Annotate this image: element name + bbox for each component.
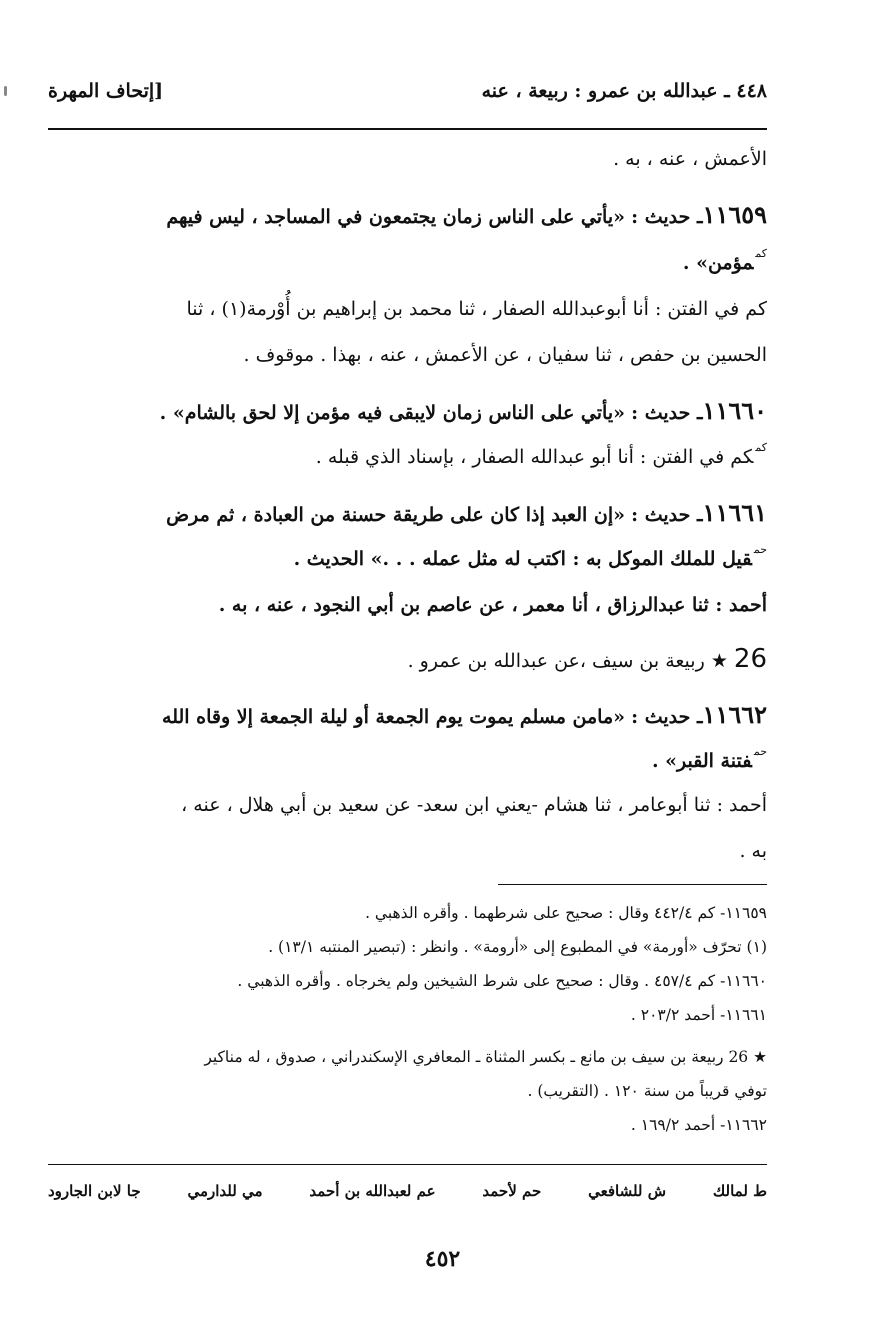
hadith-text: «يأتي على الناس زمان لايبقى فيه مؤمن إلا لحق بالشام» . [159, 402, 626, 424]
source-code: حم [753, 745, 767, 758]
hadith-number: ١١٦٥٩ [702, 200, 767, 229]
hadith-text: مؤمن» . [682, 252, 754, 274]
hadith-label: ـ حديث : [631, 402, 703, 424]
star-icon: ★ [710, 650, 728, 672]
footnote: ١١٦٦١- أحمد ٢٠٣/٢ . [630, 1006, 767, 1024]
hadith-entry-11661 [48, 494, 767, 534]
hadith-entry-11662 [48, 696, 767, 736]
footnote: توفي قريباً من سنة ١٢٠ . (التقريب) . [527, 1082, 767, 1100]
scan-mark [4, 86, 7, 96]
hadith-text: فتنة القبر» . [651, 750, 752, 772]
hadith-text-line [48, 540, 767, 581]
narrator-heading [48, 640, 767, 680]
source-code: حم [753, 543, 767, 556]
source-code: كم [755, 247, 767, 260]
header-chapter-title: ٤٤٨ ـ عبدالله بن عمرو : ربيعة ، عنه [481, 80, 767, 102]
source-line: كم في الفتن : أنا أبوعبدالله الصفار ، ثنا محمد بن إبراهيم بن أُوْرمة(١) ، ثنا [186, 298, 767, 320]
hadith-text-line [48, 742, 767, 783]
source-text: كم في الفتن : أنا أبو عبدالله الصفار ، بإسناد الذي قبله . [315, 446, 754, 468]
footnote-separator [498, 884, 767, 885]
hadith-number: ١١٦٦٠ [702, 396, 767, 425]
page-number: ٤٥٢ [424, 1246, 461, 1272]
footnote: ★ 26 ربيعة بن سيف بن مانع ـ بكسر المثناة ـ المعافري الإسكندراني ، صدوق ، له مناكير [204, 1048, 767, 1066]
footnote: ١١٦٥٩- كم ٤٤٢/٤ وقال : صحيح على شرطهما . وأقره الذهبي . [365, 904, 767, 922]
legend-item: ط لمالك [712, 1182, 767, 1200]
hadith-text: «يأتي على الناس زمان يجتمعون في المساجد ، ليس فيهم [166, 206, 626, 228]
narrator-number: 26 [733, 644, 767, 674]
source-line [48, 438, 767, 479]
source-line: الحسين بن حفص ، ثنا سفيان ، عن الأعمش ، عنه ، بهذا . موقوف . [243, 344, 767, 366]
hadith-number: ١١٦٦١ [702, 498, 767, 527]
hadith-text-line [48, 244, 767, 285]
hadith-label: ـ حديث : [631, 706, 703, 728]
footnote: ١١٦٦٠- كم ٤٥٧/٤ . وقال : صحيح على شرط الشيخين ولم يخرجاه . وأقره الذهبي . [237, 972, 767, 990]
source-line: أحمد : ثنا أبوعامر ، ثنا هشام -يعني ابن سعد- عن سعيد بن أبي هلال ، عنه ، [181, 794, 767, 816]
legend-item: عم لعبدالله بن أحمد [309, 1182, 436, 1200]
legend-item: مي للدارمي [187, 1182, 263, 1200]
abbreviation-legend [48, 1182, 767, 1200]
legend-item: ش للشافعي [588, 1182, 667, 1200]
header-rule [48, 128, 767, 130]
hadith-entry-11660 [48, 392, 767, 432]
hadith-text: قيل للملك الموكل به : اكتب له مثل عمله . . .» الحديث . [293, 548, 752, 570]
text-line: الأعمش ، عنه ، به . [613, 148, 767, 170]
source-line: به . [739, 840, 767, 862]
hadith-text: «مامن مسلم يموت يوم الجمعة أو ليلة الجمعة إلا وقاه الله [162, 706, 626, 728]
legend-item: جا لابن الجارود [48, 1182, 141, 1200]
hadith-label: ـ حديث : [631, 206, 703, 228]
legend-rule [48, 1164, 767, 1165]
footnote: (١) تحرّف «أورمة» في المطبوع إلى «أرومة» . وانظر : (تبصير المنتبه ١٣/١) . [268, 938, 767, 956]
running-header [48, 80, 767, 120]
hadith-label: ـ حديث : [631, 504, 703, 526]
hadith-number: ١١٦٦٢ [702, 700, 767, 729]
footnote: ١١٦٦٢- أحمد ١٦٩/٢ . [630, 1116, 767, 1134]
narrator-text: ربيعة بن سيف ،عن عبدالله بن عمرو . [407, 650, 705, 672]
header-book-title: [إتحاف المهرة [48, 80, 164, 102]
hadith-text: «إن العبد إذا كان على طريقة حسنة من العبادة ، ثم مرض [166, 504, 626, 526]
source-code: كم [755, 441, 767, 454]
source-line: أحمد : ثنا عبدالرزاق ، أنا معمر ، عن عاصم بن أبي النجود ، عنه ، به . [218, 594, 767, 616]
hadith-entry-11659 [48, 196, 767, 236]
legend-item: حم لأحمد [482, 1182, 542, 1200]
